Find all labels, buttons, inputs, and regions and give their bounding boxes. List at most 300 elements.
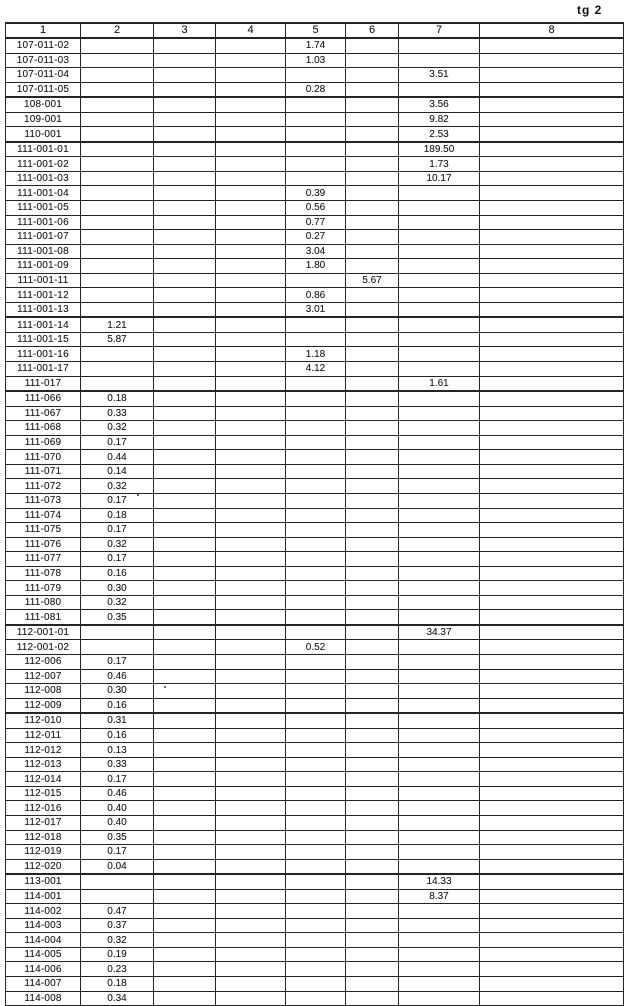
value-cell (286, 889, 346, 904)
value-cell (480, 962, 624, 977)
data-table (5, 22, 624, 1006)
value-cell (346, 171, 399, 186)
value-cell (154, 493, 216, 508)
row-id-cell: 111-070 (6, 450, 81, 465)
value-cell (346, 859, 399, 874)
value-cell (399, 728, 480, 743)
value-cell (216, 244, 286, 259)
row-id-cell: 112-001-01 (6, 625, 81, 640)
value-cell (81, 288, 154, 303)
value-cell (399, 421, 480, 436)
value-cell (346, 215, 399, 230)
value-cell (480, 186, 624, 201)
value-cell (399, 669, 480, 684)
table-row (6, 625, 624, 640)
value-cell (216, 859, 286, 874)
value-cell (286, 171, 346, 186)
value-cell: 0.23 (81, 962, 154, 977)
table-row (6, 991, 624, 1006)
value-cell: 5.67 (346, 273, 399, 288)
value-cell (480, 801, 624, 816)
value-cell (216, 171, 286, 186)
table-row (6, 38, 624, 53)
column-header-2: 2 (81, 23, 154, 38)
value-cell (154, 537, 216, 552)
value-cell (154, 376, 216, 391)
value-cell (399, 230, 480, 245)
value-cell: 0.16 (81, 698, 154, 713)
table-row (6, 347, 624, 362)
value-cell (154, 698, 216, 713)
value-cell (346, 625, 399, 640)
value-cell (216, 157, 286, 172)
value-cell (399, 244, 480, 259)
value-cell (154, 654, 216, 669)
row-id-cell: 111-081 (6, 610, 81, 625)
value-cell (480, 991, 624, 1006)
value-cell (346, 435, 399, 450)
value-cell (399, 317, 480, 332)
row-id-cell: 111-001-04 (6, 186, 81, 201)
value-cell (480, 610, 624, 625)
value-cell (154, 640, 216, 655)
value-cell (286, 391, 346, 406)
table-row (6, 669, 624, 684)
value-cell (399, 362, 480, 377)
value-cell (154, 566, 216, 581)
value-cell (346, 757, 399, 772)
table-row (6, 815, 624, 830)
row-id-cell: 107-011-03 (6, 53, 81, 68)
value-cell (346, 157, 399, 172)
value-cell (286, 421, 346, 436)
value-cell (480, 215, 624, 230)
value-cell: 0.17 (81, 493, 154, 508)
table-row (6, 595, 624, 610)
row-id-cell: 111-001-02 (6, 157, 81, 172)
value-cell (480, 786, 624, 801)
row-id-cell: 112-010 (6, 713, 81, 728)
value-cell (480, 508, 624, 523)
table-row (6, 259, 624, 274)
value-cell: 0.52 (286, 640, 346, 655)
value-cell (480, 815, 624, 830)
value-cell (154, 918, 216, 933)
value-cell: 0.46 (81, 669, 154, 684)
row-id-cell: 113-001 (6, 874, 81, 889)
value-cell (154, 332, 216, 347)
table-row (6, 450, 624, 465)
value-cell (346, 450, 399, 465)
value-cell (399, 772, 480, 787)
value-cell (286, 552, 346, 567)
value-cell: 0.44 (81, 450, 154, 465)
value-cell (346, 332, 399, 347)
value-cell (480, 376, 624, 391)
value-cell: 3.01 (286, 302, 346, 317)
row-id-cell: 112-011 (6, 728, 81, 743)
value-cell (216, 713, 286, 728)
value-cell (399, 406, 480, 421)
value-cell (399, 479, 480, 494)
value-cell (346, 669, 399, 684)
value-cell (399, 38, 480, 53)
row-id-cell: 111-077 (6, 552, 81, 567)
row-id-cell: 111-068 (6, 421, 81, 436)
value-cell (81, 273, 154, 288)
value-cell (154, 845, 216, 860)
value-cell (216, 273, 286, 288)
value-cell: 0.33 (81, 406, 154, 421)
value-cell (346, 112, 399, 127)
value-cell: 1.73 (399, 157, 480, 172)
value-cell (286, 772, 346, 787)
value-cell (154, 97, 216, 112)
value-cell (286, 713, 346, 728)
value-cell (216, 376, 286, 391)
value-cell (346, 918, 399, 933)
value-cell (154, 728, 216, 743)
value-cell (81, 97, 154, 112)
value-cell (81, 38, 154, 53)
value-cell (346, 772, 399, 787)
value-cell (216, 97, 286, 112)
value-cell (346, 259, 399, 274)
value-cell: 0.31 (81, 713, 154, 728)
value-cell (216, 889, 286, 904)
value-cell (216, 406, 286, 421)
value-cell (81, 244, 154, 259)
column-header-1: 1 (6, 23, 81, 38)
value-cell (399, 640, 480, 655)
value-cell (154, 874, 216, 889)
value-cell (216, 772, 286, 787)
value-cell (81, 302, 154, 317)
value-cell: 0.04 (81, 859, 154, 874)
value-cell (154, 215, 216, 230)
row-id-cell: 112-007 (6, 669, 81, 684)
value-cell (480, 53, 624, 68)
value-cell (216, 904, 286, 919)
table-row (6, 493, 624, 508)
value-cell: 0.40 (81, 815, 154, 830)
value-cell (346, 201, 399, 216)
value-cell (286, 435, 346, 450)
value-cell (480, 38, 624, 53)
row-id-cell: 112-001-02 (6, 640, 81, 655)
value-cell (154, 421, 216, 436)
value-cell (346, 464, 399, 479)
value-cell (346, 347, 399, 362)
value-cell (399, 215, 480, 230)
table-row (6, 376, 624, 391)
row-id-cell: 111-001-07 (6, 230, 81, 245)
row-id-cell: 112-013 (6, 757, 81, 772)
value-cell (154, 772, 216, 787)
value-cell (346, 991, 399, 1006)
value-cell (480, 918, 624, 933)
table-row (6, 406, 624, 421)
value-cell (216, 479, 286, 494)
value-cell (346, 230, 399, 245)
value-cell (480, 977, 624, 992)
row-id-cell: 112-009 (6, 698, 81, 713)
value-cell (480, 450, 624, 465)
value-cell (154, 933, 216, 948)
value-cell: 0.13 (81, 743, 154, 758)
value-cell (480, 757, 624, 772)
table-row (6, 362, 624, 377)
value-cell (346, 38, 399, 53)
value-cell (154, 479, 216, 494)
row-id-cell: 108-001 (6, 97, 81, 112)
value-cell (480, 435, 624, 450)
row-id-cell: 111-001-15 (6, 332, 81, 347)
value-cell (480, 933, 624, 948)
value-cell: 0.35 (81, 830, 154, 845)
table-row (6, 317, 624, 332)
value-cell (286, 595, 346, 610)
value-cell (216, 757, 286, 772)
value-cell (286, 918, 346, 933)
value-cell (346, 523, 399, 538)
table-row (6, 273, 624, 288)
value-cell (154, 815, 216, 830)
value-cell: 0.17 (81, 435, 154, 450)
value-cell (286, 654, 346, 669)
value-cell (346, 479, 399, 494)
value-cell (286, 786, 346, 801)
value-cell (480, 537, 624, 552)
value-cell (216, 786, 286, 801)
table-row (6, 97, 624, 112)
row-id-cell: 107-011-04 (6, 68, 81, 83)
value-cell (286, 450, 346, 465)
column-header-3: 3 (154, 23, 216, 38)
table-row (6, 743, 624, 758)
value-cell (346, 815, 399, 830)
value-cell (346, 743, 399, 758)
column-header-8: 8 (480, 23, 624, 38)
value-cell (154, 273, 216, 288)
value-cell (154, 801, 216, 816)
row-id-cell: 114-006 (6, 962, 81, 977)
value-cell (346, 786, 399, 801)
value-cell (154, 757, 216, 772)
value-cell: 0.40 (81, 801, 154, 816)
value-cell: 0.39 (286, 186, 346, 201)
value-cell (216, 640, 286, 655)
value-cell (154, 362, 216, 377)
value-cell (81, 889, 154, 904)
value-cell: 0.18 (81, 391, 154, 406)
value-cell (154, 450, 216, 465)
value-cell (216, 991, 286, 1006)
value-cell: 189.50 (399, 142, 480, 157)
value-cell (399, 830, 480, 845)
value-cell (216, 523, 286, 538)
value-cell (399, 743, 480, 758)
value-cell (154, 595, 216, 610)
value-cell (286, 610, 346, 625)
value-cell (154, 859, 216, 874)
row-id-cell: 111-075 (6, 523, 81, 538)
value-cell: 14.33 (399, 874, 480, 889)
page-number-label: tg 2 (577, 3, 603, 17)
value-cell (81, 186, 154, 201)
value-cell (399, 581, 480, 596)
row-id-cell: 111-001-09 (6, 259, 81, 274)
value-cell (480, 493, 624, 508)
value-cell (346, 142, 399, 157)
value-cell: 0.47 (81, 904, 154, 919)
row-id-cell: 111-078 (6, 566, 81, 581)
value-cell (399, 801, 480, 816)
value-cell (399, 435, 480, 450)
value-cell (154, 391, 216, 406)
row-id-cell: 112-018 (6, 830, 81, 845)
value-cell (81, 376, 154, 391)
value-cell (480, 332, 624, 347)
table-row (6, 962, 624, 977)
value-cell (399, 933, 480, 948)
value-cell (286, 376, 346, 391)
table-row (6, 947, 624, 962)
value-cell (346, 82, 399, 97)
value-cell (154, 142, 216, 157)
value-cell (216, 53, 286, 68)
value-cell (346, 595, 399, 610)
value-cell (480, 743, 624, 758)
value-cell (81, 68, 154, 83)
value-cell: 1.61 (399, 376, 480, 391)
value-cell (480, 728, 624, 743)
value-cell (286, 698, 346, 713)
table-row (6, 610, 624, 625)
value-cell (480, 654, 624, 669)
value-cell (346, 684, 399, 699)
value-cell (286, 625, 346, 640)
value-cell (346, 362, 399, 377)
value-cell (480, 288, 624, 303)
column-header-5: 5 (286, 23, 346, 38)
table-row (6, 845, 624, 860)
value-cell (480, 97, 624, 112)
value-cell (286, 845, 346, 860)
value-cell (286, 962, 346, 977)
value-cell (480, 625, 624, 640)
value-cell (346, 947, 399, 962)
row-id-cell: 114-008 (6, 991, 81, 1006)
value-cell: 0.14 (81, 464, 154, 479)
row-id-cell: 114-001 (6, 889, 81, 904)
value-cell (346, 581, 399, 596)
value-cell: 34.37 (399, 625, 480, 640)
value-cell (346, 127, 399, 142)
row-id-cell: 111-001-17 (6, 362, 81, 377)
value-cell (399, 918, 480, 933)
row-id-cell: 112-017 (6, 815, 81, 830)
value-cell (480, 157, 624, 172)
value-cell (480, 830, 624, 845)
table-row (6, 230, 624, 245)
table-row (6, 464, 624, 479)
row-id-cell: 111-001-01 (6, 142, 81, 157)
value-cell (216, 654, 286, 669)
row-id-cell: 111-080 (6, 595, 81, 610)
row-id-cell: 111-073 (6, 493, 81, 508)
value-cell (399, 859, 480, 874)
value-cell (286, 991, 346, 1006)
value-cell (399, 947, 480, 962)
value-cell (81, 53, 154, 68)
table-row (6, 523, 624, 538)
value-cell (154, 464, 216, 479)
value-cell (216, 302, 286, 317)
value-cell (154, 302, 216, 317)
row-id-cell: 111-079 (6, 581, 81, 596)
value-cell (216, 288, 286, 303)
value-cell (399, 654, 480, 669)
value-cell (286, 508, 346, 523)
value-cell (346, 610, 399, 625)
table-row (6, 244, 624, 259)
value-cell (286, 757, 346, 772)
value-cell (399, 53, 480, 68)
value-cell (154, 53, 216, 68)
value-cell (399, 82, 480, 97)
value-cell (286, 830, 346, 845)
value-cell (216, 508, 286, 523)
row-id-cell: 112-014 (6, 772, 81, 787)
value-cell (286, 273, 346, 288)
value-cell: 0.19 (81, 947, 154, 962)
table-row (6, 537, 624, 552)
value-cell (216, 537, 286, 552)
value-cell (399, 713, 480, 728)
value-cell: 1.21 (81, 317, 154, 332)
value-cell (346, 288, 399, 303)
value-cell (216, 201, 286, 216)
value-cell (216, 977, 286, 992)
table-row (6, 859, 624, 874)
value-cell (286, 112, 346, 127)
value-cell (480, 640, 624, 655)
value-cell (346, 391, 399, 406)
value-cell (399, 962, 480, 977)
value-cell (154, 743, 216, 758)
table-row (6, 830, 624, 845)
value-cell (399, 786, 480, 801)
value-cell (480, 713, 624, 728)
value-cell (216, 874, 286, 889)
value-cell (216, 259, 286, 274)
value-cell (154, 552, 216, 567)
value-cell (216, 215, 286, 230)
value-cell (480, 889, 624, 904)
value-cell (154, 684, 216, 699)
value-cell (346, 698, 399, 713)
value-cell (154, 508, 216, 523)
row-id-cell: 112-020 (6, 859, 81, 874)
row-id-cell: 112-015 (6, 786, 81, 801)
value-cell (154, 713, 216, 728)
value-cell (216, 391, 286, 406)
value-cell (216, 552, 286, 567)
value-cell: 3.56 (399, 97, 480, 112)
value-cell (399, 537, 480, 552)
value-cell (216, 230, 286, 245)
